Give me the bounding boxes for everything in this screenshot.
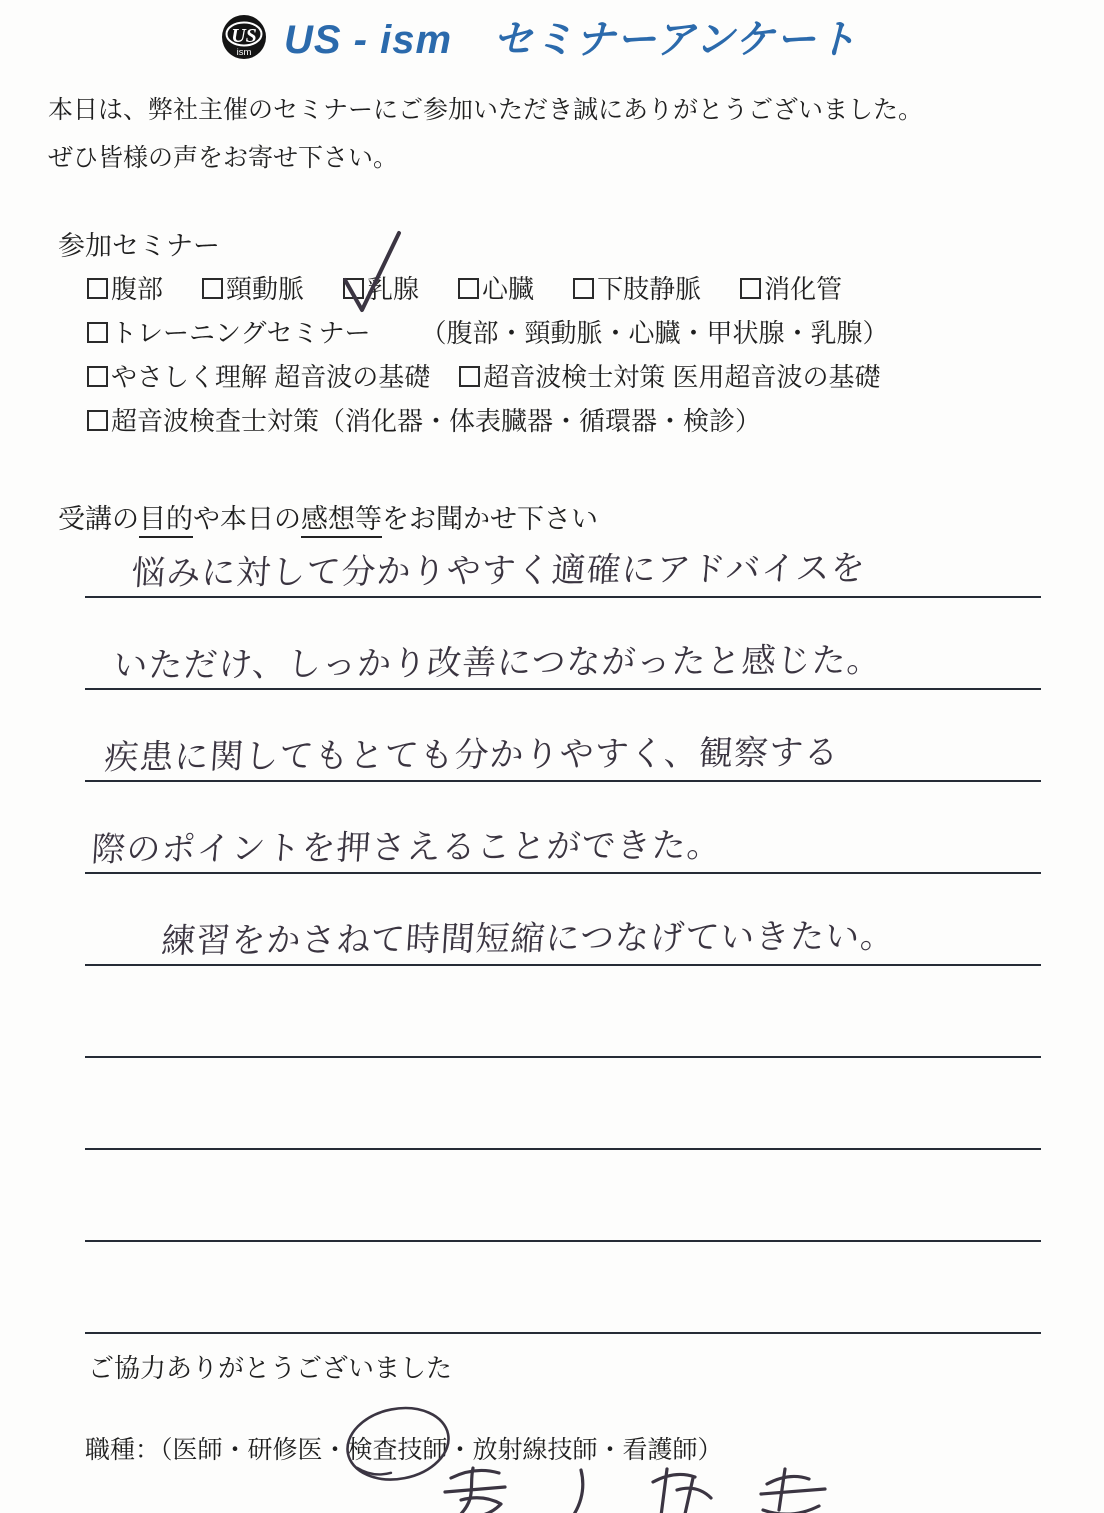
seminar-row <box>87 272 889 303</box>
writing-line[interactable] <box>85 598 1041 690</box>
logo-ism-text: ism <box>236 46 252 58</box>
intro-line-1: 本日は、弊社主催のセミナーにご参加いただき誠にありがとうございました。 <box>48 96 924 124</box>
handwritten-text: 悩みに対して分かりやすく適確にアドバイスを <box>130 549 867 593</box>
page-title: US - ism セミナーアンケート <box>284 18 858 62</box>
writing-line[interactable] <box>85 1242 1041 1334</box>
feedback-section-heading <box>58 497 598 536</box>
circled-occupation <box>348 1430 448 1466</box>
seminar-option[interactable] <box>740 269 842 306</box>
writing-line[interactable] <box>85 532 1041 598</box>
occupation-suffix: ・放射線技師・看護師） <box>447 1436 723 1464</box>
feedback-heading-text: をお聞かせ下さい <box>382 504 598 534</box>
feedback-writing-area <box>85 532 1041 1334</box>
seminar-row <box>87 360 889 391</box>
feedback-heading-underlined: 目的 <box>139 504 193 538</box>
seminar-option[interactable] <box>458 269 534 306</box>
checkbox-label: 頸動脈 <box>226 274 305 304</box>
writing-line[interactable] <box>85 966 1041 1058</box>
checkbox[interactable] <box>573 278 594 299</box>
seminar-row <box>87 316 889 347</box>
checkbox[interactable] <box>87 366 108 387</box>
seminar-row-note: （腹部・頸動脈・心臓・甲状腺・乳腺） <box>420 318 889 348</box>
checkbox[interactable] <box>202 278 223 299</box>
seminar-checkbox-rows <box>87 272 889 448</box>
checkbox-label: 乳腺 <box>367 274 420 304</box>
intro-block <box>48 86 923 182</box>
feedback-heading-text: 受講の <box>58 504 139 534</box>
checkbox-label: 腹部 <box>111 274 164 304</box>
handwritten-text: 際のポイントを押さえることができた。 <box>90 826 723 869</box>
occupation-prefix: 職種：（医師・研修医・ <box>85 1436 348 1464</box>
thanks-text: ご協力ありがとうございました <box>88 1353 453 1383</box>
header <box>220 8 858 65</box>
writing-line[interactable] <box>85 782 1041 874</box>
occupation-line <box>85 1430 723 1466</box>
checkbox[interactable] <box>740 278 761 299</box>
seminar-option[interactable] <box>459 357 880 394</box>
checkbox[interactable] <box>87 278 108 299</box>
checkbox[interactable] <box>458 278 479 299</box>
seminar-option[interactable] <box>343 269 419 306</box>
handwritten-text: いただけ、しっかり改善につながったと感じた。 <box>112 641 883 685</box>
feedback-heading-text: や本日の <box>193 504 301 534</box>
checkbox-label: 超音波検士対策 医用超音波の基礎 <box>483 362 881 392</box>
logo-us-text: US <box>231 24 257 47</box>
checkbox[interactable] <box>459 366 480 387</box>
writing-line[interactable] <box>85 1150 1041 1242</box>
seminar-section-heading: 参加セミナー <box>58 231 220 261</box>
cutoff-handwriting-ink <box>415 1462 875 1513</box>
writing-line[interactable] <box>85 1058 1041 1150</box>
us-ism-logo-icon <box>220 13 268 61</box>
seminar-row <box>87 404 889 435</box>
checkbox[interactable] <box>87 322 108 343</box>
seminar-option[interactable] <box>87 401 761 438</box>
checkbox-label: トレーニングセミナー <box>111 318 371 348</box>
checkbox-label: 心臓 <box>482 274 535 304</box>
seminar-option[interactable] <box>87 357 430 394</box>
handwritten-text: 練習をかさねて時間短縮につなげていきたい。 <box>160 917 897 961</box>
writing-line[interactable] <box>85 874 1041 966</box>
seminar-option[interactable] <box>202 269 304 306</box>
checkbox[interactable] <box>343 278 364 299</box>
seminar-option[interactable] <box>87 313 370 350</box>
checkbox-label: 消化管 <box>764 274 843 304</box>
intro-line-2: ぜひ皆様の声をお寄せ下さい。 <box>48 144 399 172</box>
checkbox-label: やさしく理解 超音波の基礎 <box>111 362 431 392</box>
writing-line[interactable] <box>85 690 1041 782</box>
feedback-heading-underlined: 感想等 <box>301 504 382 538</box>
occupation-circled-label: 検査技師 <box>347 1436 448 1464</box>
checkbox-label: 下肢静脈 <box>597 274 702 304</box>
handwritten-text: 疾患に関してもとても分かりやすく、観察する <box>103 733 841 777</box>
seminar-option[interactable] <box>87 269 163 306</box>
checkbox[interactable] <box>87 410 108 431</box>
checkbox-label: 超音波検査士対策（消化器・体表臓器・循環器・検診） <box>111 406 762 436</box>
seminar-option[interactable] <box>573 269 701 306</box>
